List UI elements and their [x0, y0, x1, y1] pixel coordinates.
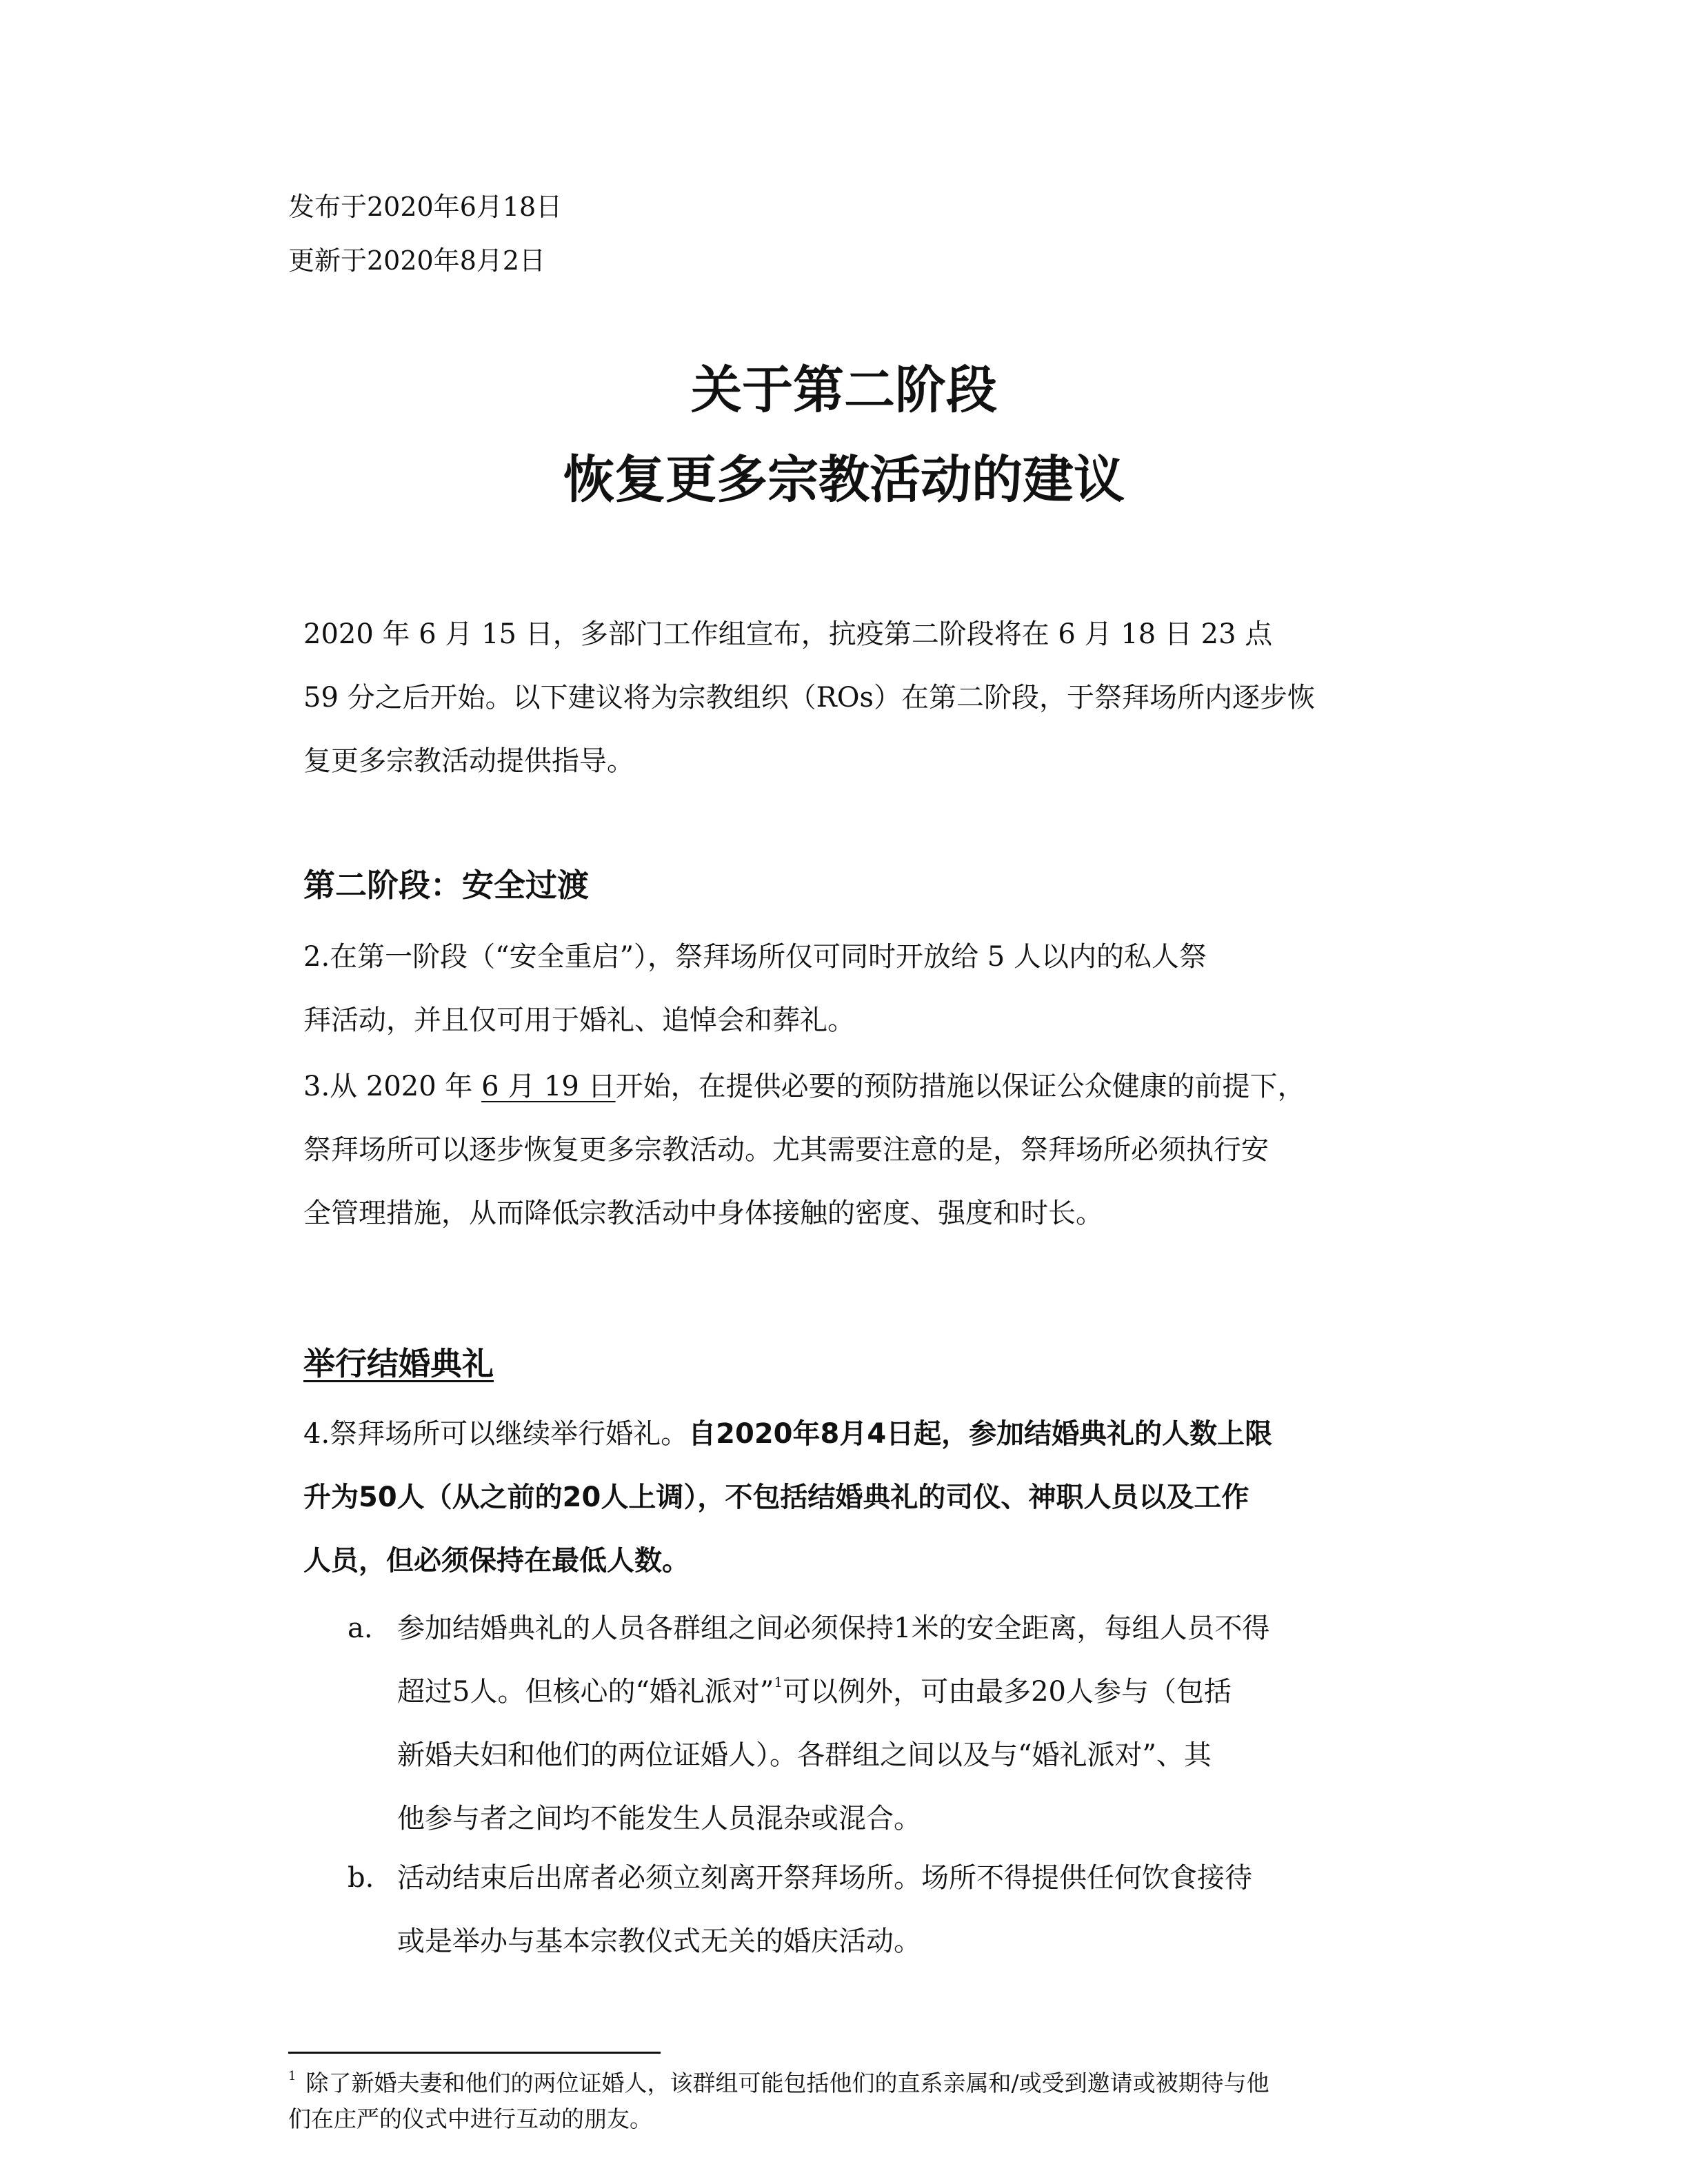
intro-line: 复更多宗教活动提供指导。	[303, 745, 634, 777]
list-line: 他参与者之间均不能发生人员混杂或混合。	[397, 1803, 921, 1834]
page-title-line-2: 恢复更多宗教活动的建议	[563, 450, 1125, 509]
paragraph-line: 人员，但必须保持在最低人数。	[303, 1545, 690, 1577]
list-line	[397, 1660, 1269, 1723]
section-heading-phase-two: 第二阶段：安全过渡	[303, 867, 589, 904]
footnote-separator	[288, 2052, 661, 2054]
footnote-reference[interactable]: 1	[774, 1674, 783, 1690]
list-line: 新婚夫妇和他们的两位证婚人）。各群组之间以及与“婚礼派对”、其	[397, 1739, 1212, 1771]
paragraph-line	[303, 1402, 1272, 1466]
list-line: 参加结婚典礼的人员各群组之间必须保持1米的安全距离，每组人员不得	[397, 1612, 1270, 1644]
paragraph-line: 全管理措施，从而降低宗教活动中身体接触的密度、强度和时长。	[303, 1197, 1103, 1229]
list-line: 活动结束后出席者必须立刻离开祭拜场所。场所不得提供任何饮食接待	[397, 1862, 1252, 1894]
paragraph-text: 开始，在提供必要的预防措施以保证公众健康的前提下，	[615, 1071, 1305, 1102]
intro-line: 2020 年 6 月 15 日，多部门工作组宣布，抗疫第二阶段将在 6 月 18 日 23 点	[303, 618, 1273, 650]
footnote-line	[288, 2065, 1269, 2101]
paragraph-text: 4.祭拜场所可以继续举行婚礼。	[303, 1418, 689, 1450]
list-text: 超过5人。但核心的“婚礼派对”	[397, 1676, 774, 1708]
paragraph-text: 3.从 2020 年	[303, 1071, 482, 1102]
page-title-line-1: 关于第二阶段	[691, 361, 997, 420]
list-text: 可以例外，可由最多20人参与（包括	[783, 1676, 1232, 1708]
footnote-line: 们在庄严的仪式中进行互动的朋友。	[288, 2105, 652, 2132]
updated-date: 更新于2020年8月2日	[288, 245, 546, 276]
footnote-number: 1	[288, 2069, 297, 2083]
paragraph-4	[303, 1402, 1272, 1593]
paragraph-3	[303, 1055, 1305, 1245]
paragraph-2	[303, 925, 1207, 1052]
published-date: 发布于2020年6月18日	[288, 192, 563, 222]
list-marker-b: b.	[348, 1862, 374, 1894]
paragraph-line: 拜活动，并且仅可用于婚礼、追悼会和葬礼。	[303, 1004, 855, 1036]
paragraph-line: 2.在第一阶段（“安全重启”），祭拜场所仅可同时开放给 5 人以内的私人祭	[303, 941, 1207, 973]
intro-line: 59 分之后开始。以下建议将为宗教组织（ROs）在第二阶段，于祭拜场所内逐步恢	[303, 682, 1316, 714]
section-heading-weddings: 举行结婚典礼	[303, 1345, 494, 1382]
paragraph-line	[303, 1055, 1305, 1118]
list-item-b	[397, 1846, 1252, 1973]
footnote	[288, 2065, 1269, 2137]
bold-text: 自2020年8月4日起，参加结婚典礼的人数上限	[688, 1418, 1273, 1450]
list-marker-a: a.	[348, 1612, 373, 1644]
intro-paragraph	[303, 603, 1315, 793]
list-line: 或是举办与基本宗教仪式无关的婚庆活动。	[397, 1925, 921, 1957]
underlined-date: 6 月 19 日	[481, 1071, 616, 1102]
footnote-text: 除了新婚夫妻和他们的两位证婚人，该群组可能包括他们的直系亲属和/或受到邀请或被期待与他	[305, 2070, 1269, 2096]
paragraph-line: 升为50人（从之前的20人上调），不包括结婚典礼的司仪、神职人员以及工作	[303, 1482, 1249, 1513]
list-item-a	[397, 1597, 1269, 1850]
paragraph-line: 祭拜场所可以逐步恢复更多宗教活动。尤其需要注意的是，祭拜场所必须执行安	[303, 1134, 1269, 1166]
